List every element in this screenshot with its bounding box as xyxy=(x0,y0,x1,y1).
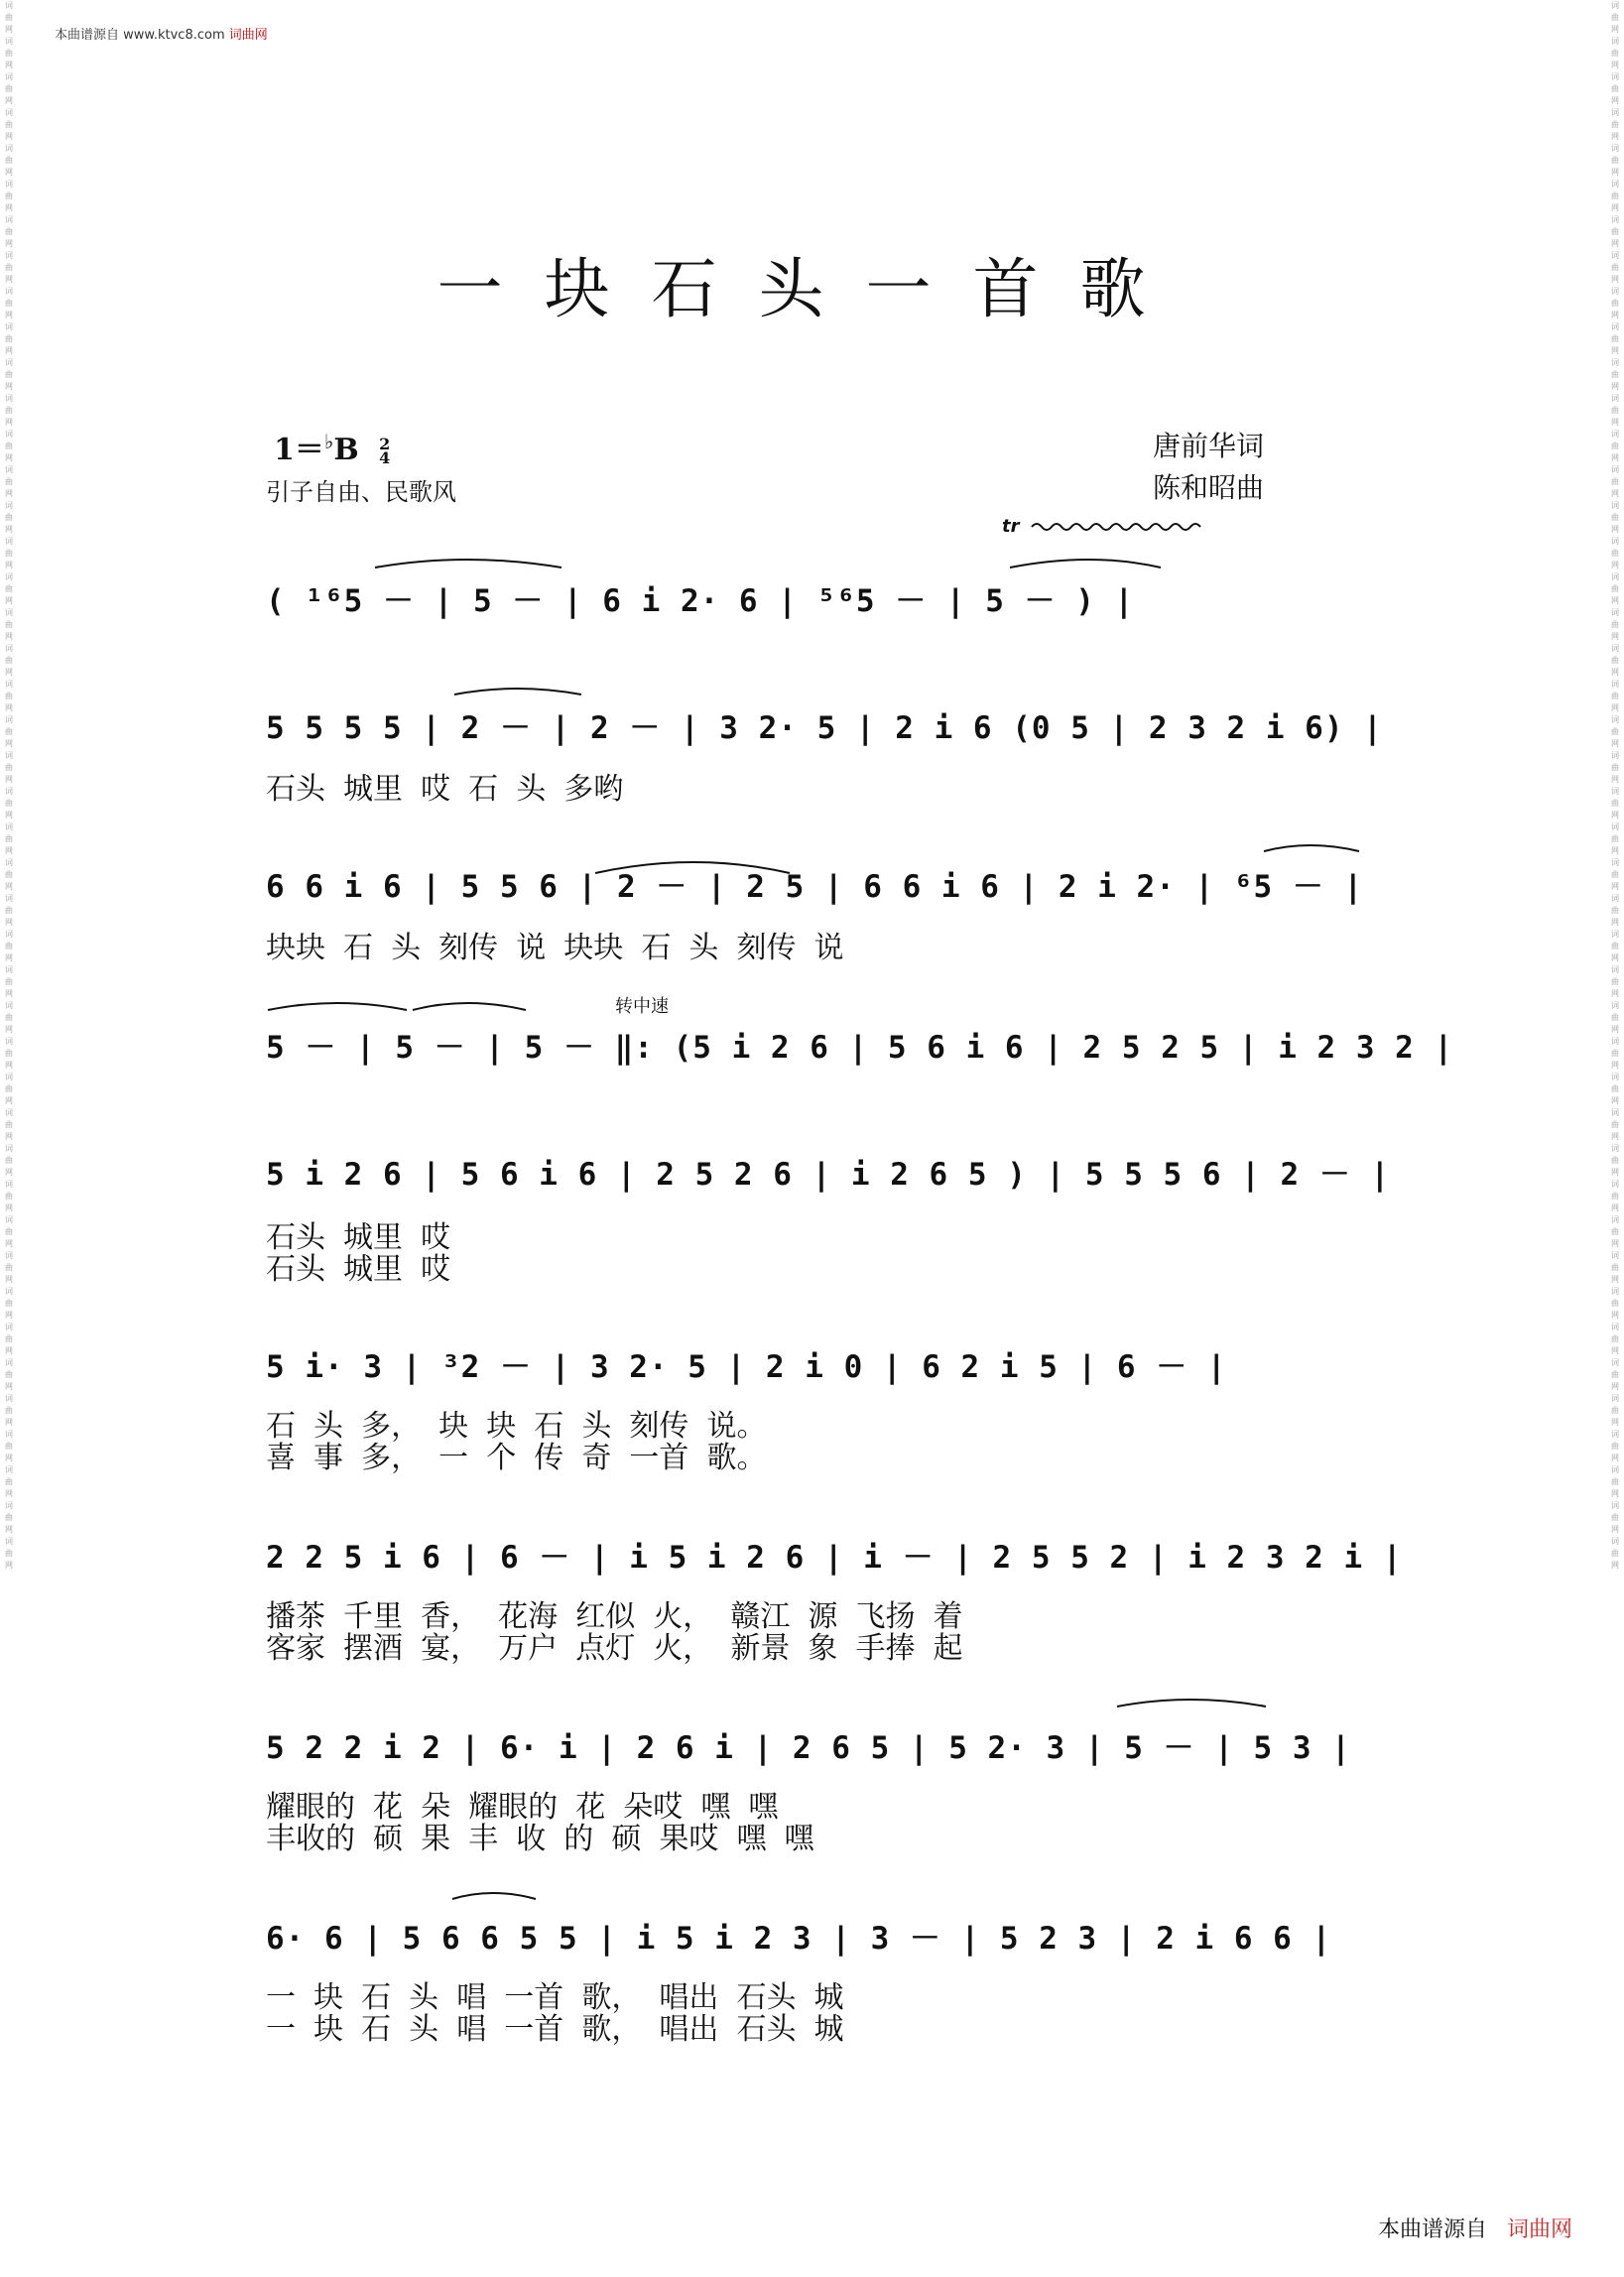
score-line-4: 5 － | 5 － | 5 － ‖: (5 i 2 6 | 5 6 i 6 | 2 5 2 5 | i 2 3 2 | xyxy=(266,1030,1454,1066)
lyric-line-8b: 丰收的 硕 果 丰 收 的 硕 果哎 嘿 嘿 xyxy=(266,1822,814,1856)
lyric-line-7b: 客家 摆酒 宴， 万户 点灯 火， 新景 象 手捧 起 xyxy=(266,1631,963,1666)
header-site[interactable]: 词曲网 xyxy=(228,28,268,43)
lyric-line-9b: 一 块 石 头 唱 一首 歌， 唱出 石头 城 xyxy=(266,2012,844,2047)
slur-2 xyxy=(1010,560,1161,568)
slur-6 xyxy=(268,1003,407,1010)
header-url[interactable]: www.ktvc8.com xyxy=(123,28,225,43)
slur-9 xyxy=(452,1893,536,1899)
side-watermark-left: 词曲网词曲网词曲网词曲网词曲网词曲网词曲网词曲网词曲网词曲网词曲网词曲网词曲网词曲网词曲网词曲网词曲网词曲网词曲网词曲网词曲网词曲网词曲网词曲网词曲网词曲网词曲网词曲网词曲网词曲网词曲网词曲网词曲网词曲网词曲网词曲网词曲网词曲网词曲网词曲网词曲网词曲网词曲网词曲网 xyxy=(5,1,13,1570)
side-watermark-right: 词曲网词曲网词曲网词曲网词曲网词曲网词曲网词曲网词曲网词曲网词曲网词曲网词曲网词曲网词曲网词曲网词曲网词曲网词曲网词曲网词曲网词曲网词曲网词曲网词曲网词曲网词曲网词曲网词曲网词曲网词曲网词曲网词曲网词曲网词曲网词曲网词曲网词曲网词曲网词曲网词曲网词曲网词曲网词曲网 xyxy=(1611,1,1619,1570)
lyric-line-2a: 石头 城里 哎 石 头 多哟 xyxy=(266,772,624,807)
header-source: 本曲谱源自 www.ktvc8.com 词曲网 xyxy=(55,28,268,43)
slur-3 xyxy=(454,689,581,695)
score-line-7: 2 2 5 i 6 | 6 － | i 5 i 2 6 | i － | 2 5 5 2 | i 2 3 2 i | xyxy=(266,1540,1403,1576)
key-signature: 1＝♭B 2 4 xyxy=(274,430,391,467)
trill-wave xyxy=(1032,524,1200,530)
lyric-line-6b: 喜 事 多， 一 个 传 奇 一首 歌。 xyxy=(266,1441,767,1475)
score-line-9: 6· 6 | 5 6 6 5 5 | i 5 i 2 3 | 3 － | 5 2 3 | 2 i 6 6 | xyxy=(266,1921,1332,1957)
tempo-note: 引子自由、民歌风 xyxy=(266,478,456,506)
score-line-3: 6 6 i 6 | 5 5 6 | 2 － | 2 5 | 6 6 i 6 | 2 i 2· | ⁶5 － | xyxy=(266,869,1364,905)
slur-8 xyxy=(1117,1700,1266,1707)
slur-7 xyxy=(413,1003,526,1010)
composer: 陈和昭曲 xyxy=(1153,471,1265,504)
slur-4 xyxy=(595,862,790,873)
slur-1 xyxy=(375,560,562,568)
slur-5 xyxy=(1264,845,1359,851)
lyricist: 唐前华词 xyxy=(1153,430,1265,462)
score-line-1: ( ¹⁶5 － | 5 － | 6 i 2· 6 | ⁵⁶5 － | 5 － ) | xyxy=(266,583,1135,619)
time-signature: 2 4 xyxy=(379,435,391,467)
score-line-8: 5 2 2 i 2 | 6· i | 2 6 i | 2 6 5 | 5 2· 3 | 5 － | 5 3 | xyxy=(266,1730,1351,1766)
lyric-line-6a: 石 头 多， 块 块 石 头 刻传 说。 xyxy=(266,1409,767,1444)
lyric-line-5a: 石头 城里 哎 xyxy=(266,1220,451,1255)
trill-mark: tr xyxy=(1002,516,1020,537)
lyric-line-9a: 一 块 石 头 唱 一首 歌， 唱出 石头 城 xyxy=(266,1980,844,2015)
footer-source: 本曲谱源自 词曲网 xyxy=(1377,2217,1572,2242)
lyric-line-7a: 播茶 千里 香， 花海 红似 火， 赣江 源 飞扬 着 xyxy=(266,1599,963,1634)
score-line-2: 5 5 5 5 | 2 － | 2 － | 3 2· 5 | 2 i 6 (0 5 | 2 3 2 i 6) | xyxy=(266,710,1383,746)
score-line-6: 5 i· 3 | ³2 － | 3 2· 5 | 2 i 0 | 6 2 i 5 | 6 － | xyxy=(266,1349,1227,1385)
tempo-change-mark: 转中速 xyxy=(615,996,669,1017)
song-title: 一块石头一首歌 xyxy=(437,251,1187,327)
score-line-5: 5 i 2 6 | 5 6 i 6 | 2 5 2 6 | i 2 6 5 ) | 5 5 5 6 | 2 － | xyxy=(266,1157,1391,1193)
lyric-line-3a: 块块 石 头 刻传 说 块块 石 头 刻传 说 xyxy=(266,931,844,965)
lyric-line-8a: 耀眼的 花 朵 耀眼的 花 朵哎 嘿 嘿 xyxy=(266,1790,779,1825)
footer-site[interactable]: 词曲网 xyxy=(1506,2217,1572,2242)
lyric-line-5b: 石头 城里 哎 xyxy=(266,1252,451,1287)
